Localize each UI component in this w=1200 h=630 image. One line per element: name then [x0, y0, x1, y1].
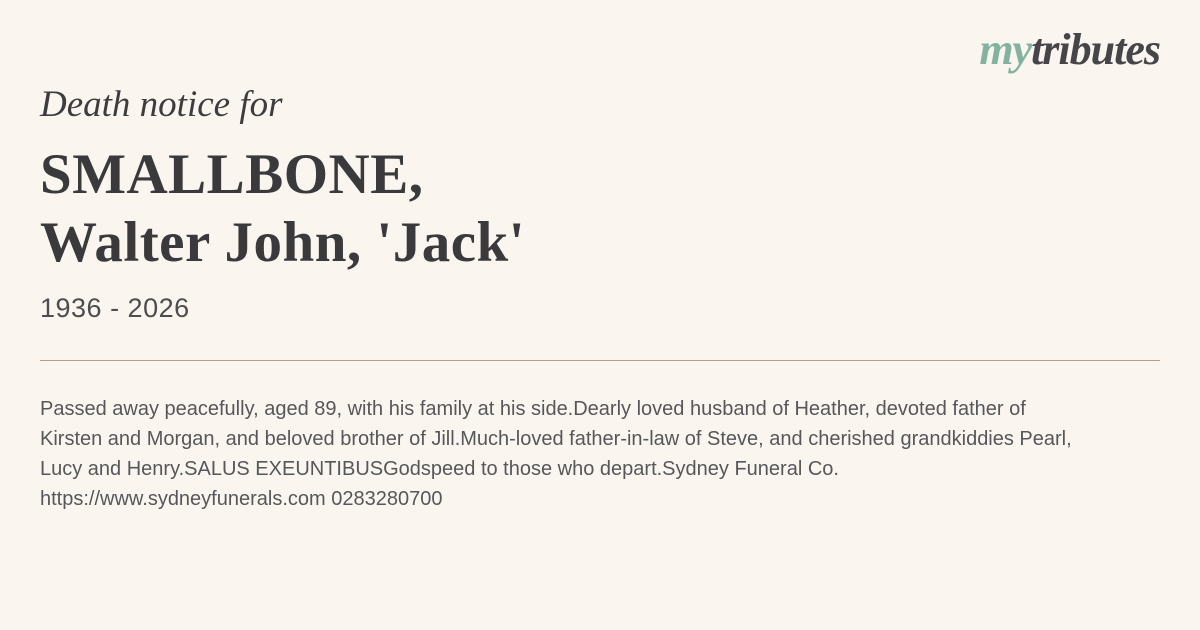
notice-type-label: Death notice for	[40, 84, 283, 125]
logo-tributes-text: tributes	[1031, 25, 1160, 74]
deceased-surname: SMALLBONE,	[40, 142, 424, 206]
obituary-text: Passed away peacefully, aged 89, with his family at his side.Dearly loved husband of Heather, devoted father of Kirsten and Morgan, and beloved brother of Jill.Much-loved father-in-law of Steve, and cherished grandkiddies Pearl, Lucy and Henry.SALUS EXEUNTIBUSGodspeed to those who depart.Sydney Funeral Co. https://www.sydneyfunerals.com 0283280700	[40, 397, 1072, 510]
life-dates: 1936 - 2026	[40, 293, 190, 324]
divider-line	[40, 360, 1160, 361]
deceased-given-names: Walter John, 'Jack'	[40, 210, 526, 274]
deceased-name	[40, 141, 1160, 278]
mytributes-logo	[979, 26, 1160, 74]
logo-my-text: my	[979, 25, 1032, 74]
